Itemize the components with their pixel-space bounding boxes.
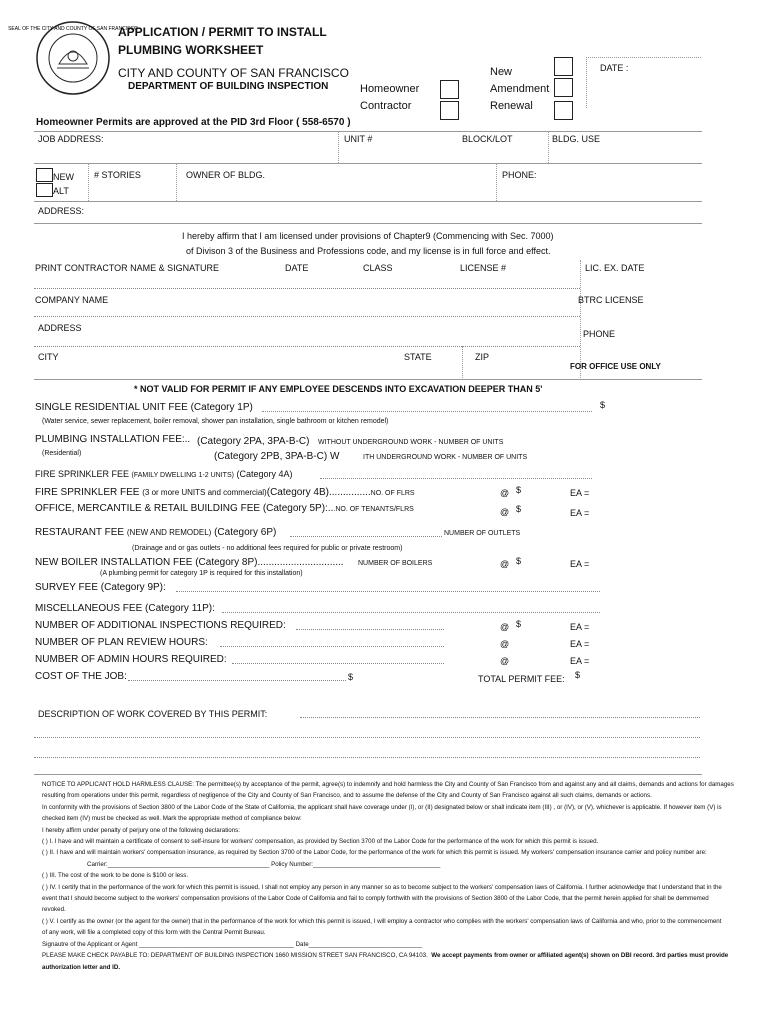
- new-boiler-fee-label: NEW BOILER INSTALLATION FEE (Category 8P)...............................: [35, 557, 344, 568]
- dept-label: DEPARTMENT OF BUILDING INSPECTION: [128, 81, 329, 92]
- restaurant-fee-note: (NEW AND REMODEL): [126, 528, 212, 537]
- excavation-warning: * NOT VALID FOR PERMIT IF ANY EMPLOYEE DESCENDS INTO EXCAVATION DEEPER THAN 5': [134, 384, 543, 394]
- survey-fee-label: SURVEY FEE (Category 9P):: [35, 582, 166, 593]
- divider: [176, 163, 177, 201]
- fire-sprinkler-4b-row: [35, 487, 415, 498]
- block-lot-label: BLOCK/LOT: [462, 134, 513, 144]
- job-address-label: JOB ADDRESS:: [38, 134, 104, 144]
- office-use-label: FOR OFFICE USE ONLY: [570, 362, 661, 371]
- payable-to: PLEASE MAKE CHECK PAYABLE TO: DEPARTMENT OF BUILDING INSPECTION 1660 MISSION STREET SAN FRANCISCO, CA 94103.: [42, 952, 428, 960]
- notice-line: I hereby affirm under penalty of perjury one of the following declarations:: [42, 826, 240, 834]
- fire-sprinkler-4a-label: FIRE SPRINKLER FEE: [35, 469, 132, 479]
- at-symbol: @: [500, 622, 510, 632]
- tenants-count-label: .NO. OF TENANTS/FLRS: [333, 506, 414, 513]
- restaurant-fee-category: (Category 6P): [211, 527, 277, 538]
- state-label: STATE: [404, 352, 432, 362]
- divider: [34, 288, 580, 289]
- category-2pb-note: ITH UNDERGROUND WORK - NUMBER OF UNITS: [363, 454, 528, 461]
- third-party-note: We accept payments from owner or affiliated agent(s) shown on DBI record. 3rd parties must provide: [431, 952, 729, 960]
- divider: [34, 316, 580, 317]
- dollar-symbol: $: [516, 556, 522, 566]
- notice-line: ( ) III. The cost of the work to be done is $100 or less.: [42, 872, 189, 880]
- boilers-count-label: NUMBER OF BOILERS: [358, 560, 433, 567]
- divider: [262, 411, 592, 412]
- alt-building-checkbox[interactable]: [36, 183, 53, 197]
- owner-label: OWNER OF BLDG.: [186, 170, 266, 180]
- zip-label: ZIP: [475, 352, 490, 362]
- amendment-label: Amendment: [490, 83, 550, 95]
- divider: [176, 591, 600, 592]
- single-residential-fee-label: SINGLE RESIDENTIAL UNIT FEE (Category 1P): [35, 402, 253, 413]
- new-label: New: [490, 66, 513, 78]
- divider: [88, 163, 89, 201]
- description-line[interactable]: [34, 737, 700, 738]
- divider: [548, 131, 549, 163]
- additional-inspections-label: NUMBER OF ADDITIONAL INSPECTIONS REQUIRED:: [35, 620, 286, 631]
- stories-label: # STORIES: [94, 170, 141, 180]
- ea-label: EA =: [570, 508, 590, 518]
- homeowner-approval-note: Homeowner Permits are approved at the PID 3rd Floor ( 558-6570 ): [36, 117, 351, 128]
- new-building-checkbox[interactable]: [36, 168, 53, 182]
- notice-line: NOTICE TO APPLICANT HOLD HARMLESS CLAUSE: The permittee(s) by acceptance of the permit, agree(s) to indemnify and hold harmless the City and County of San Francisco from and against any and all claims, demands and actions for damages: [42, 781, 734, 788]
- at-symbol: @: [500, 507, 510, 517]
- seal-text: SEAL OF THE CITY AND COUNTY OF SAN FRANCISCO: [8, 26, 138, 32]
- lic-ex-date-label: LIC. EX. DATE: [585, 263, 645, 273]
- description-line[interactable]: [34, 757, 700, 758]
- restaurant-note: (Drainage and or gas outlets - no additional fees required for public or private restroom): [132, 545, 403, 552]
- at-symbol: @: [500, 639, 510, 649]
- at-symbol: @: [500, 559, 510, 569]
- divider: [128, 680, 346, 681]
- contractor-address-label: ADDRESS: [38, 323, 82, 333]
- divider: [34, 774, 702, 775]
- at-symbol: @: [500, 488, 510, 498]
- notice-line: checked item (IV) must be checked as well. Mark the appropriate method of compliance below:: [42, 815, 302, 823]
- affirm-line-2: of Divison 3 of the Business and Professions code, and my license is in full force and effect.: [186, 246, 551, 256]
- outlets-count-label: NUMBER OF OUTLETS: [444, 530, 521, 537]
- notice-line: ( ) V. I certify as the owner (or the agent for the owner) that in the performance of the work for which this permit is issued, I will employ a contractor who complies with the workers' compensation laws of California and who, prior to the commencement: [42, 917, 722, 925]
- divider: [296, 629, 444, 630]
- divider: [34, 163, 702, 164]
- contractor-name-label: PRINT CONTRACTOR NAME & SIGNATURE: [35, 263, 220, 273]
- bldg-use-label: BLDG. USE: [552, 134, 601, 144]
- category-2pb-label: (Category 2PB, 3PA-B-C) W: [214, 451, 340, 462]
- affirm-line-1: I hereby affirm that I am licensed under provisions of Chapter9 (Commencing with Sec. 7000): [182, 231, 554, 241]
- category-2pa-note: WITHOUT UNDERGROUND WORK - NUMBER OF UNITS: [318, 439, 504, 446]
- ea-label: EA =: [570, 656, 590, 666]
- divider: [34, 131, 702, 132]
- category-2pa-label: (Category 2PA, 3PA-B-C): [197, 436, 310, 447]
- renewal-checkbox[interactable]: [554, 101, 573, 120]
- fire-sprinkler-4a-row: [35, 469, 293, 479]
- floors-count-label: NO. OF FLRS: [370, 490, 415, 497]
- authorization-note: authorization letter and ID.: [42, 963, 121, 971]
- hold-harmless-notice: [42, 779, 742, 973]
- office-5p-label: OFFICE, MERCANTILE & RETAIL BUILDING FEE (Category 5P):..: [35, 503, 334, 514]
- new-building-label: NEW: [53, 172, 74, 182]
- total-permit-fee-label: TOTAL PERMIT FEE:: [478, 674, 565, 684]
- divider: [462, 346, 463, 378]
- title-line-1: APPLICATION / PERMIT TO INSTALL: [118, 25, 327, 39]
- divider: [34, 223, 702, 224]
- notice-line: ( ) II. I have and will maintain workers' compensation insurance, as required by Section 3700 of the Labor Code, for the performance of the work for which this permit is issued. My workers' compensation insurance carrier and policy number are:: [42, 849, 707, 857]
- ea-label: EA =: [570, 622, 590, 632]
- cost-dollar: $: [348, 672, 354, 682]
- license-label: LICENSE #: [460, 263, 507, 273]
- restaurant-fee-label: RESTAURANT FEE: [35, 527, 127, 538]
- restaurant-row: [35, 527, 276, 538]
- notice-line: ( ) IV. I certify that in the performance of the work for which this permit is issued, I shall not employ any person in any manner so as to become subject to the workers' compensation laws of California. I further acknowledge that I understand that in the: [42, 883, 722, 891]
- notice-line: revoked.: [42, 906, 66, 914]
- boiler-note: (A plumbing permit for category 1P is required for this installation): [100, 570, 303, 577]
- fire-sprinkler-4a-note: (FAMILY DWELLING 1-2 UNITS): [131, 472, 234, 479]
- phone-label: PHONE:: [502, 170, 537, 180]
- fire-sprinkler-4a-category: (Category 4A): [233, 469, 293, 479]
- payment-instructions: [42, 950, 742, 961]
- notice-line: event that I should become subject to the workers' compensation provisions of the Labor Code of California and fail to comply forthwith with the provisions of Section 3800 of the Labor Code, that the permit herein applied for shall be demmemed: [42, 895, 709, 903]
- notice-line: In conformity with the provisions of Section 3800 of the Labor Code of the State of California, the applicant shall have coverage under (I), or (II) designated below or shall indicate item (III) , or (IV), or (V), whichever is applicable. If however item (V) is: [42, 803, 722, 811]
- new-checkbox[interactable]: [554, 57, 573, 76]
- company-name-label: COMPANY NAME: [35, 295, 109, 305]
- contractor-date-label: DATE: [285, 263, 309, 273]
- city-label: CITY: [38, 352, 59, 362]
- fire-sprinkler-4b-label: FIRE SPRINKLER FEE: [35, 487, 143, 498]
- date-label: DATE :: [600, 63, 629, 73]
- notice-line: Carrier:_______________________________________________ Policy Number:_____________________________________: [87, 860, 441, 868]
- date-field[interactable]: [586, 57, 701, 108]
- renewal-label: Renewal: [490, 100, 533, 112]
- notice-line: Signautre of the Applicant or Agent _____________________________________________ Date_________________________________: [42, 940, 423, 948]
- divider: [220, 646, 444, 647]
- title-line-2: PLUMBING WORKSHEET: [118, 43, 264, 57]
- contractor-checkbox[interactable]: [440, 101, 459, 120]
- divider: [290, 536, 442, 537]
- divider: [34, 346, 580, 347]
- office-5p-row: [35, 503, 414, 514]
- ea-label: EA =: [570, 559, 590, 569]
- divider: [34, 379, 702, 380]
- description-line[interactable]: [300, 717, 700, 718]
- total-dollar: $: [575, 670, 581, 680]
- description-label: DESCRIPTION OF WORK COVERED BY THIS PERMIT:: [38, 709, 268, 719]
- dollar-symbol: $: [516, 504, 522, 514]
- single-residential-note: (Water service, sewer replacement, boiler removal, shower pan installation, single bathroom or kitchen remodel): [42, 418, 389, 425]
- divider: [320, 478, 592, 479]
- payment-instructions-end: [42, 962, 742, 973]
- city-seal: [8, 20, 138, 96]
- plumbing-installation-label: PLUMBING INSTALLATION FEE:..: [35, 434, 191, 445]
- at-symbol: @: [500, 656, 510, 666]
- homeowner-label: Homeowner: [360, 83, 420, 95]
- ea-label: EA =: [570, 488, 590, 498]
- unit-label: UNIT #: [344, 134, 373, 144]
- ea-label: EA =: [570, 639, 590, 649]
- single-residential-dollar: $: [600, 400, 606, 410]
- cost-of-job-label: COST OF THE JOB:: [35, 671, 127, 682]
- misc-fee-label: MISCELLANEOUS FEE (Category 11P):: [35, 603, 215, 614]
- divider: [338, 131, 339, 163]
- amendment-checkbox[interactable]: [554, 78, 573, 97]
- residential-label: (Residential): [42, 450, 82, 457]
- fire-sprinkler-4b-note: (3 or more UNITS and commercial): [142, 488, 267, 497]
- homeowner-checkbox[interactable]: [440, 80, 459, 99]
- notice-line: of any work, will file a completed copy of this form with the Central Permit Bureau.: [42, 929, 266, 937]
- btrc-license-label: BTRC LICENSE: [578, 295, 644, 305]
- contractor-label: Contractor: [360, 100, 412, 112]
- divider: [34, 201, 702, 202]
- divider: [496, 163, 497, 201]
- address-label: ADDRESS:: [38, 206, 85, 216]
- divider: [232, 663, 444, 664]
- notice-line: resulting from operations under this permit, regardless of negligence of the City and County of San Francisco, and to assume the defense of the City and County of San Francisco against all such claims, demands or actions.: [42, 792, 652, 800]
- admin-hours-label: NUMBER OF ADMIN HOURS REQUIRED:: [35, 654, 227, 665]
- class-label: CLASS: [363, 263, 393, 273]
- city-county-label: CITY AND COUNTY OF SAN FRANCISCO: [118, 66, 349, 80]
- fire-sprinkler-4b-category: (Category 4B)...............: [266, 487, 371, 498]
- alt-building-label: ALT: [53, 186, 69, 196]
- plan-review-label: NUMBER OF PLAN REVIEW HOURS:: [35, 637, 208, 648]
- divider: [222, 612, 600, 613]
- dollar-symbol: $: [516, 485, 522, 495]
- notice-line: ( ) I. I have and will maintain a certificate of consent to self-insure for workers' compensation, as provided by Section 3700 of the Labor Code for the performance of the work for which this permit is issued.: [42, 838, 599, 846]
- contractor-phone-label: PHONE: [583, 329, 616, 339]
- dollar-symbol: $: [516, 619, 522, 629]
